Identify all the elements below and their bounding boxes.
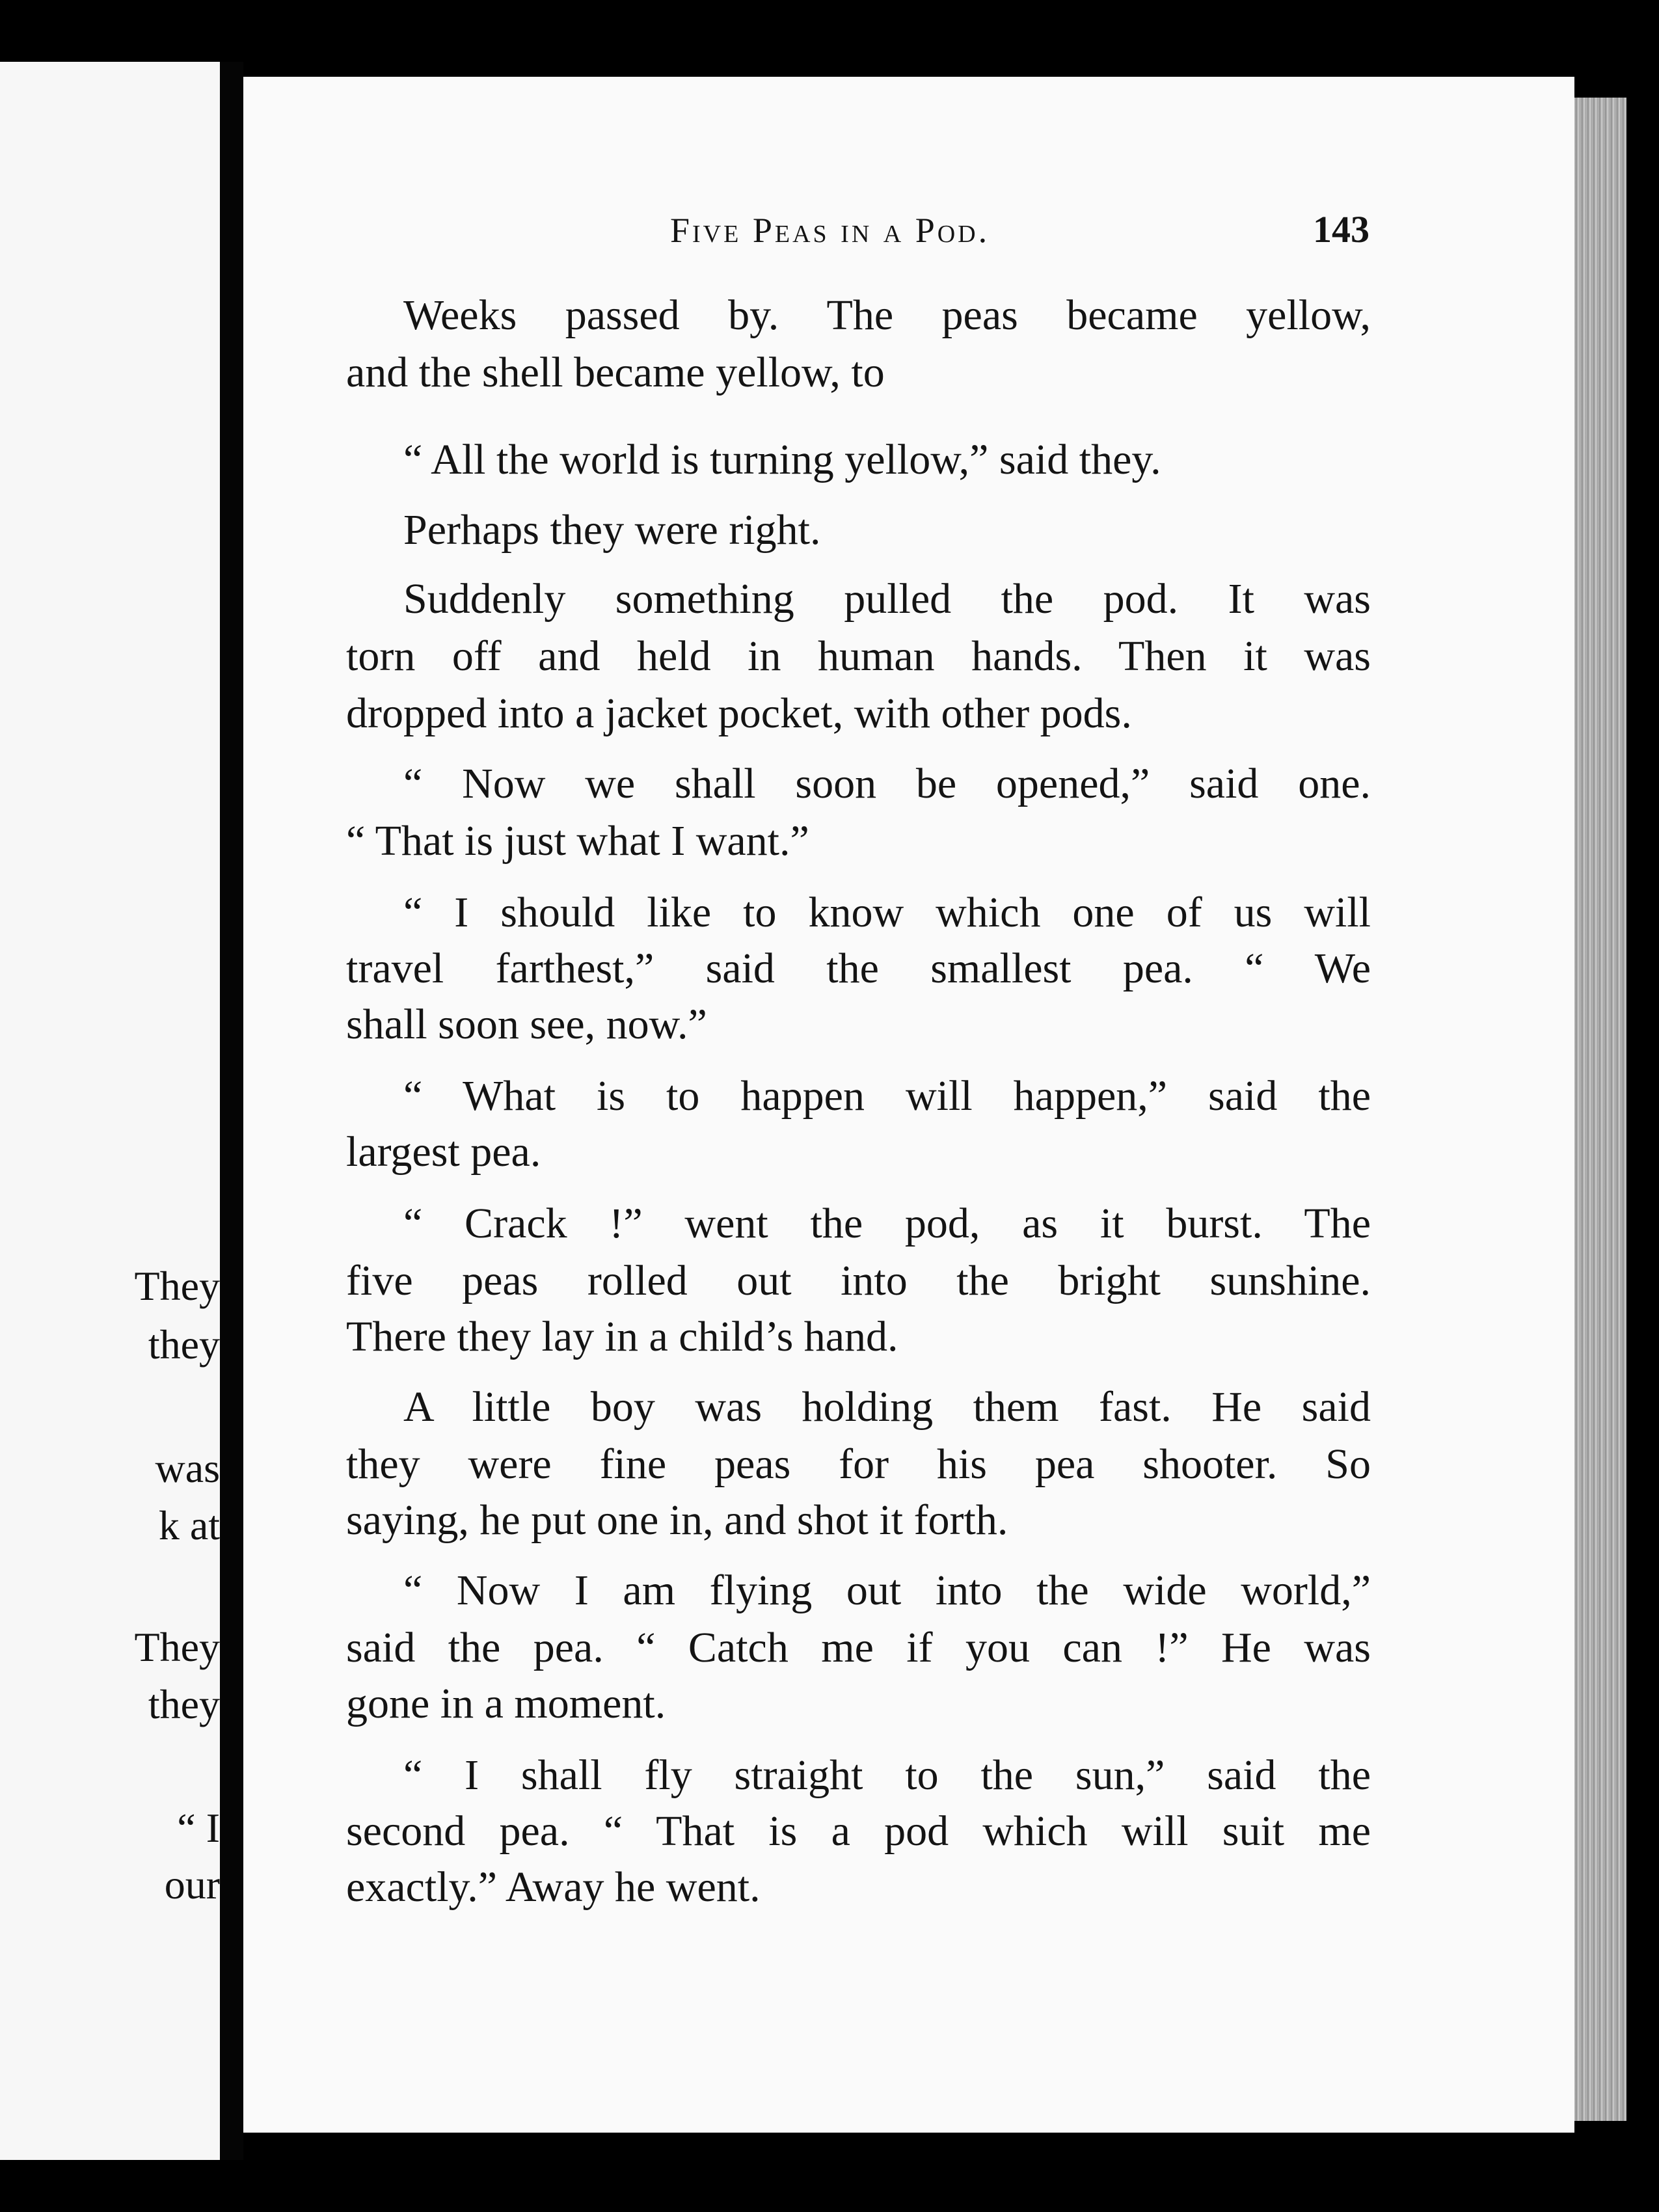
- page-edge-shadow: [1626, 98, 1659, 2121]
- text-line: “ I shall fly straight to the sun,” said the: [403, 1751, 1371, 1799]
- running-head: Five Peas in a Pod.: [670, 211, 990, 250]
- text-line: second pea. “ That is a pod which will suit me: [346, 1807, 1371, 1855]
- page-number: 143: [1313, 208, 1369, 250]
- text-line: said the pea. “ Catch me if you can !” He was: [346, 1624, 1371, 1671]
- text-line: “ I should like to know which one of us will: [403, 889, 1371, 936]
- left-page-fragment: our: [164, 1861, 220, 1908]
- left-page-fragment: was: [155, 1445, 220, 1491]
- text-line: “ Now we shall soon be opened,” said one.: [403, 760, 1371, 807]
- left-facing-page: [0, 62, 220, 2160]
- left-page-fragment: “ I: [177, 1805, 220, 1851]
- text-line: “ Now I am flying out into the wide world,”: [403, 1567, 1371, 1614]
- text-line: torn off and held in human hands. Then it was: [346, 632, 1371, 680]
- text-line: shall soon see, now.”: [346, 1001, 707, 1048]
- text-line: dropped into a jacket pocket, with other pods.: [346, 690, 1132, 737]
- left-page-fragment: they: [148, 1321, 220, 1368]
- text-line: five peas rolled out into the bright sunshine.: [346, 1257, 1371, 1304]
- text-line: “ What is to happen will happen,” said the: [403, 1072, 1371, 1120]
- text-line: and the shell became yellow, to: [346, 349, 885, 396]
- text-line: “ Crack !” went the pod, as it burst. The: [403, 1200, 1371, 1247]
- text-line: “ That is just what I want.”: [346, 817, 809, 865]
- text-line: Weeks passed by. The peas became yellow,: [403, 291, 1371, 339]
- left-page-fragment: k at: [158, 1502, 220, 1548]
- left-page-fragment: they: [148, 1681, 220, 1727]
- text-line: they were fine peas for his pea shooter. So: [346, 1440, 1371, 1488]
- text-line: “ All the world is turning yellow,” said they.: [403, 436, 1161, 483]
- text-line: gone in a moment.: [346, 1680, 666, 1727]
- text-line: There they lay in a child’s hand.: [346, 1313, 898, 1360]
- text-line: A little boy was holding them fast. He said: [403, 1383, 1371, 1431]
- text-line: Perhaps they were right.: [403, 506, 821, 554]
- text-line: Suddenly something pulled the pod. It was: [403, 575, 1371, 623]
- text-line: travel farthest,” said the smallest pea. “ We: [346, 945, 1371, 992]
- book-gutter: [220, 62, 243, 2160]
- text-line: exactly.” Away he went.: [346, 1863, 761, 1911]
- page-edges: [1574, 98, 1626, 2121]
- left-page-fragment: They: [134, 1263, 220, 1309]
- text-line: largest pea.: [346, 1128, 541, 1176]
- left-page-fragment: They: [134, 1624, 220, 1670]
- page-header: [0, 210, 1659, 262]
- text-line: saying, he put one in, and shot it forth.: [346, 1496, 1008, 1544]
